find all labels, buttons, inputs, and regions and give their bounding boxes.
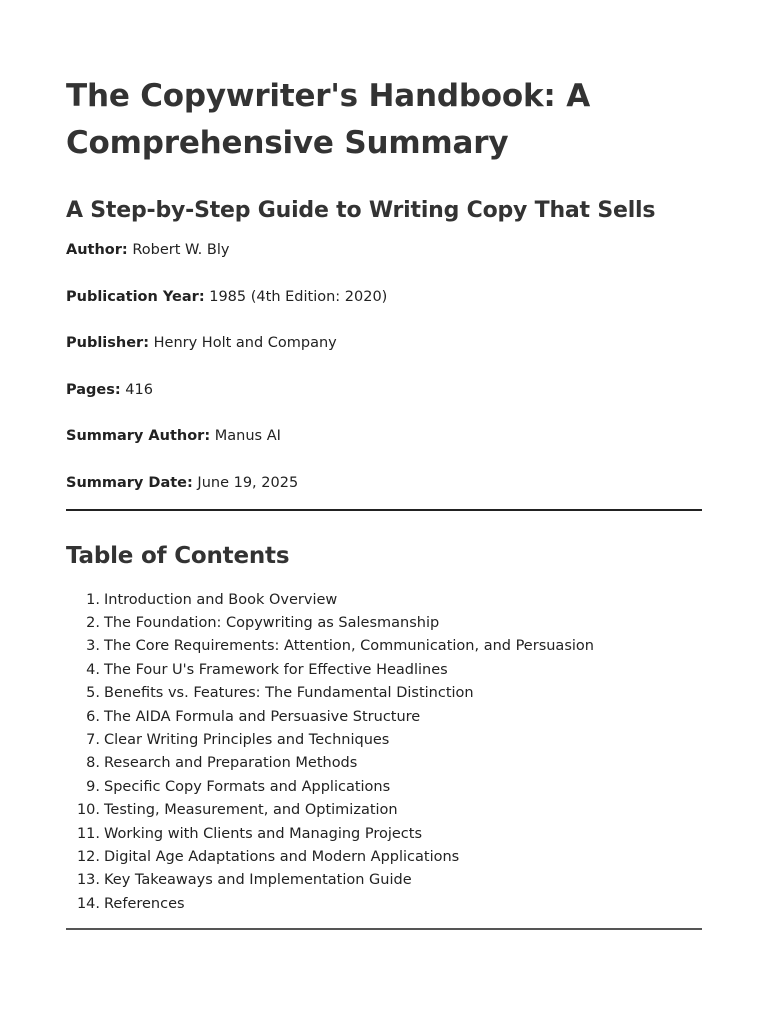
toc-item (66, 775, 702, 798)
toc-item (66, 869, 702, 892)
toc-heading: Table of Contents (66, 543, 290, 569)
divider-bottom (66, 928, 702, 930)
toc-text: Working with Clients and Managing Projects (104, 825, 423, 842)
toc-item (66, 705, 702, 728)
toc-item (66, 611, 702, 634)
document-subtitle: A Step-by-Step Guide to Writing Copy That Sells (66, 198, 656, 223)
toc-number: 10. (76, 802, 100, 819)
toc-number: 6. (86, 708, 100, 725)
toc-item (66, 822, 702, 845)
toc-number: 1. (86, 591, 100, 608)
toc-item (66, 588, 702, 611)
toc-text: The Four U's Framework for Effective Headlines (104, 661, 448, 678)
meta-pages (66, 380, 702, 427)
toc-number: 8. (86, 755, 100, 772)
toc-number: 3. (86, 638, 100, 655)
toc-item (66, 635, 702, 658)
toc-text: The AIDA Formula and Persuasive Structure (104, 708, 421, 725)
meta-value: Manus AI (214, 428, 281, 445)
toc-item (66, 845, 702, 868)
meta-label: Summary Author: (66, 428, 211, 445)
toc-text: Digital Age Adaptations and Modern Applications (104, 848, 460, 865)
table-of-contents (66, 588, 702, 915)
toc-text: References (104, 895, 185, 912)
meta-label: Publisher: (66, 335, 150, 352)
toc-text: Specific Copy Formats and Applications (104, 778, 391, 795)
toc-item (66, 728, 702, 751)
toc-item (66, 799, 702, 822)
toc-text: Testing, Measurement, and Optimization (104, 802, 398, 819)
toc-text: Introduction and Book Overview (104, 591, 338, 608)
toc-text: Key Takeaways and Implementation Guide (104, 872, 412, 889)
meta-label: Author: (66, 242, 128, 258)
meta-author (66, 240, 702, 287)
toc-number: 7. (86, 732, 100, 749)
toc-item (66, 658, 702, 681)
toc-number: 4. (86, 661, 100, 678)
toc-number: 5. (86, 685, 100, 702)
toc-number: 12. (76, 848, 100, 865)
toc-item (66, 752, 702, 775)
toc-number: 14. (76, 895, 100, 912)
toc-text: Benefits vs. Features: The Fundamental Distinction (104, 685, 474, 702)
toc-text: The Foundation: Copywriting as Salesmanship (104, 615, 440, 632)
toc-item (66, 682, 702, 705)
toc-number: 9. (86, 778, 100, 795)
toc-item (66, 892, 702, 915)
meta-publisher (66, 333, 702, 380)
meta-value: 1985 (4th Edition: 2020) (209, 288, 388, 305)
meta-publication-year (66, 287, 702, 334)
meta-value: Robert W. Bly (132, 242, 230, 258)
meta-summary-author (66, 426, 702, 473)
toc-text: Clear Writing Principles and Techniques (104, 732, 390, 749)
document-title: The Copywriter's Handbook: A Comprehensive Summary (66, 78, 591, 161)
toc-text: Research and Preparation Methods (104, 755, 358, 772)
meta-value: June 19, 2025 (197, 474, 299, 491)
toc-text: The Core Requirements: Attention, Communication, and Persuasion (104, 638, 594, 655)
toc-number: 13. (76, 872, 100, 889)
toc-number: 11. (76, 825, 100, 842)
meta-value: Henry Holt and Company (153, 335, 337, 352)
divider-top (66, 509, 702, 511)
meta-label: Pages: (66, 381, 121, 398)
toc-number: 2. (86, 615, 100, 632)
metadata-list (66, 240, 702, 520)
meta-label: Publication Year: (66, 288, 205, 305)
meta-summary-date (66, 473, 702, 520)
meta-label: Summary Date: (66, 474, 193, 491)
meta-value: 416 (125, 381, 153, 398)
